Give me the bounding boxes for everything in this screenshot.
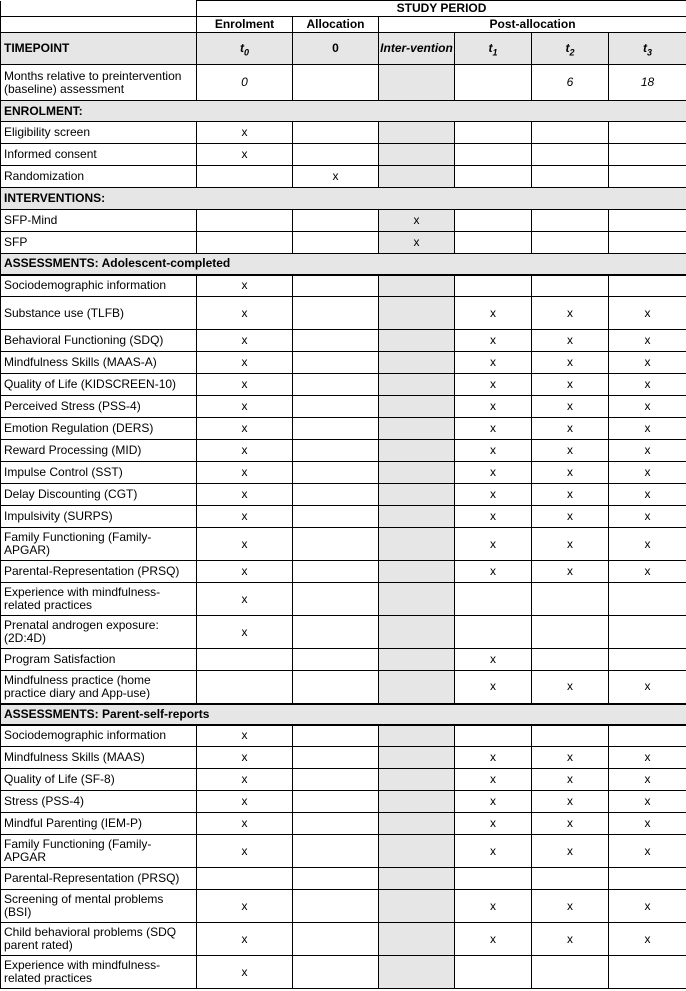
mark-t1: x bbox=[455, 462, 532, 484]
row-label: Program Satisfaction bbox=[1, 649, 197, 671]
mark-t2: x bbox=[532, 352, 609, 374]
timepoint-header: TIMEPOINT bbox=[1, 33, 197, 65]
mark-t1: x bbox=[455, 484, 532, 506]
mark-t3: x bbox=[609, 923, 686, 956]
row-label: Family Functioning (Family-APGAR) bbox=[1, 528, 197, 561]
enrolment-header: Enrolment bbox=[197, 17, 293, 33]
section-enrolment: ENROLMENT: bbox=[1, 101, 686, 122]
row-label: Experience with mindfulness-related practices bbox=[1, 583, 197, 616]
mark-t0: x bbox=[197, 462, 293, 484]
months-label: Months relative to preintervention (baseline) assessment bbox=[1, 65, 197, 101]
mark-t1: x bbox=[455, 835, 532, 868]
mark-t0: x bbox=[197, 122, 293, 144]
timepoint-allocation: 0 bbox=[293, 33, 379, 65]
mark-t2: x bbox=[532, 374, 609, 396]
row-label: Informed consent bbox=[1, 144, 197, 166]
mark-t3: x bbox=[609, 418, 686, 440]
mark-t1: x bbox=[455, 890, 532, 923]
months-t0: 0 bbox=[197, 65, 293, 101]
row-label: Stress (PSS-4) bbox=[1, 791, 197, 813]
mark-t2: x bbox=[532, 769, 609, 791]
row-label: Delay Discounting (CGT) bbox=[1, 484, 197, 506]
mark-t1: x bbox=[455, 528, 532, 561]
row-label: Quality of Life (KIDSCREEN-10) bbox=[1, 374, 197, 396]
row-label: Mindfulness Skills (MAAS) bbox=[1, 747, 197, 769]
mark-t3: x bbox=[609, 791, 686, 813]
mark-t2: x bbox=[532, 890, 609, 923]
mark-t1: x bbox=[455, 330, 532, 352]
months-t3: 18 bbox=[609, 65, 686, 101]
mark-t0: x bbox=[197, 506, 293, 528]
mark-t0: x bbox=[197, 923, 293, 956]
mark-t3: x bbox=[609, 330, 686, 352]
mark-t0: x bbox=[197, 275, 293, 297]
cell-intervention bbox=[379, 65, 455, 101]
mark-t2: x bbox=[532, 506, 609, 528]
row-label: Parental-Representation (PRSQ) bbox=[1, 868, 197, 890]
mark-t0: x bbox=[197, 374, 293, 396]
mark-t1: x bbox=[455, 813, 532, 835]
mark-t2: x bbox=[532, 747, 609, 769]
mark-t2: x bbox=[532, 923, 609, 956]
mark-t1: x bbox=[455, 440, 532, 462]
row-label: SFP bbox=[1, 232, 197, 254]
mark-t3: x bbox=[609, 396, 686, 418]
mark-t1: x bbox=[455, 297, 532, 330]
mark-t3: x bbox=[609, 747, 686, 769]
mark-t1: x bbox=[455, 374, 532, 396]
row-label: SFP-Mind bbox=[1, 210, 197, 232]
mark-t2: x bbox=[532, 462, 609, 484]
mark-t3: x bbox=[609, 440, 686, 462]
row-label: Mindful Parenting (IEM-P) bbox=[1, 813, 197, 835]
mark-t2: x bbox=[532, 440, 609, 462]
timepoint-intervention: Inter-vention bbox=[379, 33, 455, 65]
mark-t0: x bbox=[197, 725, 293, 747]
row-label: Family Functioning (Family-APGAR bbox=[1, 835, 197, 868]
mark-intervention: x bbox=[379, 232, 455, 254]
header-blank bbox=[1, 1, 197, 17]
row-label: Prenatal androgen exposure: (2D:4D) bbox=[1, 616, 197, 649]
mark-t1: x bbox=[455, 747, 532, 769]
row-label: Randomization bbox=[1, 166, 197, 188]
mark-t2: x bbox=[532, 791, 609, 813]
section-parent: ASSESSMENTS: Parent-self-reports bbox=[1, 704, 686, 725]
allocation-header: Allocation bbox=[293, 17, 379, 33]
row-label: Parental-Representation (PRSQ) bbox=[1, 561, 197, 583]
header-blank bbox=[1, 17, 197, 33]
mark-t3: x bbox=[609, 769, 686, 791]
mark-t3: x bbox=[609, 462, 686, 484]
mark-t0: x bbox=[197, 956, 293, 989]
mark-t0: x bbox=[197, 440, 293, 462]
timepoint-t3: $t_3$ bbox=[609, 33, 686, 65]
mark-t0: x bbox=[197, 561, 293, 583]
mark-t3: x bbox=[609, 561, 686, 583]
mark-t2: x bbox=[532, 671, 609, 704]
mark-t1: x bbox=[455, 791, 532, 813]
row-label: Sociodemographic information bbox=[1, 275, 197, 297]
mark-t1: x bbox=[455, 649, 532, 671]
mark-t2: x bbox=[532, 418, 609, 440]
row-label: Perceived Stress (PSS-4) bbox=[1, 396, 197, 418]
study-period-header: STUDY PERIOD bbox=[197, 1, 686, 17]
mark-allocation: x bbox=[293, 166, 379, 188]
row-label: Sociodemographic information bbox=[1, 725, 197, 747]
mark-t3: x bbox=[609, 297, 686, 330]
mark-t2: x bbox=[532, 561, 609, 583]
mark-t0: x bbox=[197, 330, 293, 352]
row-label: Mindfulness practice (home practice diary and App-use) bbox=[1, 671, 197, 704]
timepoint-t0: $t_0$ bbox=[197, 33, 293, 65]
row-label: Impulse Control (SST) bbox=[1, 462, 197, 484]
mark-t0: x bbox=[197, 890, 293, 923]
mark-t3: x bbox=[609, 813, 686, 835]
mark-t0: x bbox=[197, 616, 293, 649]
mark-t1: x bbox=[455, 561, 532, 583]
mark-t3: x bbox=[609, 484, 686, 506]
mark-t1: x bbox=[455, 352, 532, 374]
mark-intervention: x bbox=[379, 210, 455, 232]
row-label: Experience with mindfulness-related practices bbox=[1, 956, 197, 989]
section-adolescent: ASSESSMENTS: Adolescent-completed bbox=[1, 254, 686, 275]
mark-t3: x bbox=[609, 671, 686, 704]
mark-t2: x bbox=[532, 396, 609, 418]
mark-t2: x bbox=[532, 813, 609, 835]
mark-t1: x bbox=[455, 506, 532, 528]
mark-t1: x bbox=[455, 923, 532, 956]
mark-t3: x bbox=[609, 506, 686, 528]
mark-t3: x bbox=[609, 352, 686, 374]
section-interventions: INTERVENTIONS: bbox=[1, 188, 686, 210]
mark-t0: x bbox=[197, 583, 293, 616]
row-label: Child behavioral problems (SDQ parent rated) bbox=[1, 923, 197, 956]
mark-t3: x bbox=[609, 374, 686, 396]
mark-t0: x bbox=[197, 484, 293, 506]
mark-t0: x bbox=[197, 396, 293, 418]
mark-t0: x bbox=[197, 791, 293, 813]
mark-t3: x bbox=[609, 528, 686, 561]
row-label: Substance use (TLFB) bbox=[1, 297, 197, 330]
row-label: Quality of Life (SF-8) bbox=[1, 769, 197, 791]
mark-t3: x bbox=[609, 835, 686, 868]
row-label: Emotion Regulation (DERS) bbox=[1, 418, 197, 440]
mark-t2: x bbox=[532, 835, 609, 868]
timepoint-t2: $t_2$ bbox=[532, 33, 609, 65]
row-label: Impulsivity (SURPS) bbox=[1, 506, 197, 528]
mark-t0: x bbox=[197, 835, 293, 868]
mark-t1: x bbox=[455, 671, 532, 704]
row-label: Reward Processing (MID) bbox=[1, 440, 197, 462]
mark-t0: x bbox=[197, 747, 293, 769]
mark-t1: x bbox=[455, 769, 532, 791]
mark-t0: x bbox=[197, 297, 293, 330]
mark-t2: x bbox=[532, 330, 609, 352]
timepoint-t1: $t_1$ bbox=[455, 33, 532, 65]
mark-t1: x bbox=[455, 418, 532, 440]
post-allocation-header: Post-allocation bbox=[379, 17, 686, 33]
row-label: Mindfulness Skills (MAAS-A) bbox=[1, 352, 197, 374]
mark-t0: x bbox=[197, 769, 293, 791]
mark-t1: x bbox=[455, 396, 532, 418]
row-label: Behavioral Functioning (SDQ) bbox=[1, 330, 197, 352]
cell-empty bbox=[455, 65, 532, 101]
mark-t0: x bbox=[197, 418, 293, 440]
cell-empty bbox=[293, 65, 379, 101]
mark-t2: x bbox=[532, 297, 609, 330]
mark-t2: x bbox=[532, 484, 609, 506]
mark-t0: x bbox=[197, 528, 293, 561]
row-label: Eligibility screen bbox=[1, 122, 197, 144]
mark-t3: x bbox=[609, 890, 686, 923]
row-label: Screening of mental problems (BSI) bbox=[1, 890, 197, 923]
mark-t0: x bbox=[197, 352, 293, 374]
mark-t0: x bbox=[197, 144, 293, 166]
mark-t2: x bbox=[532, 528, 609, 561]
months-t2: 6 bbox=[532, 65, 609, 101]
mark-t0: x bbox=[197, 813, 293, 835]
